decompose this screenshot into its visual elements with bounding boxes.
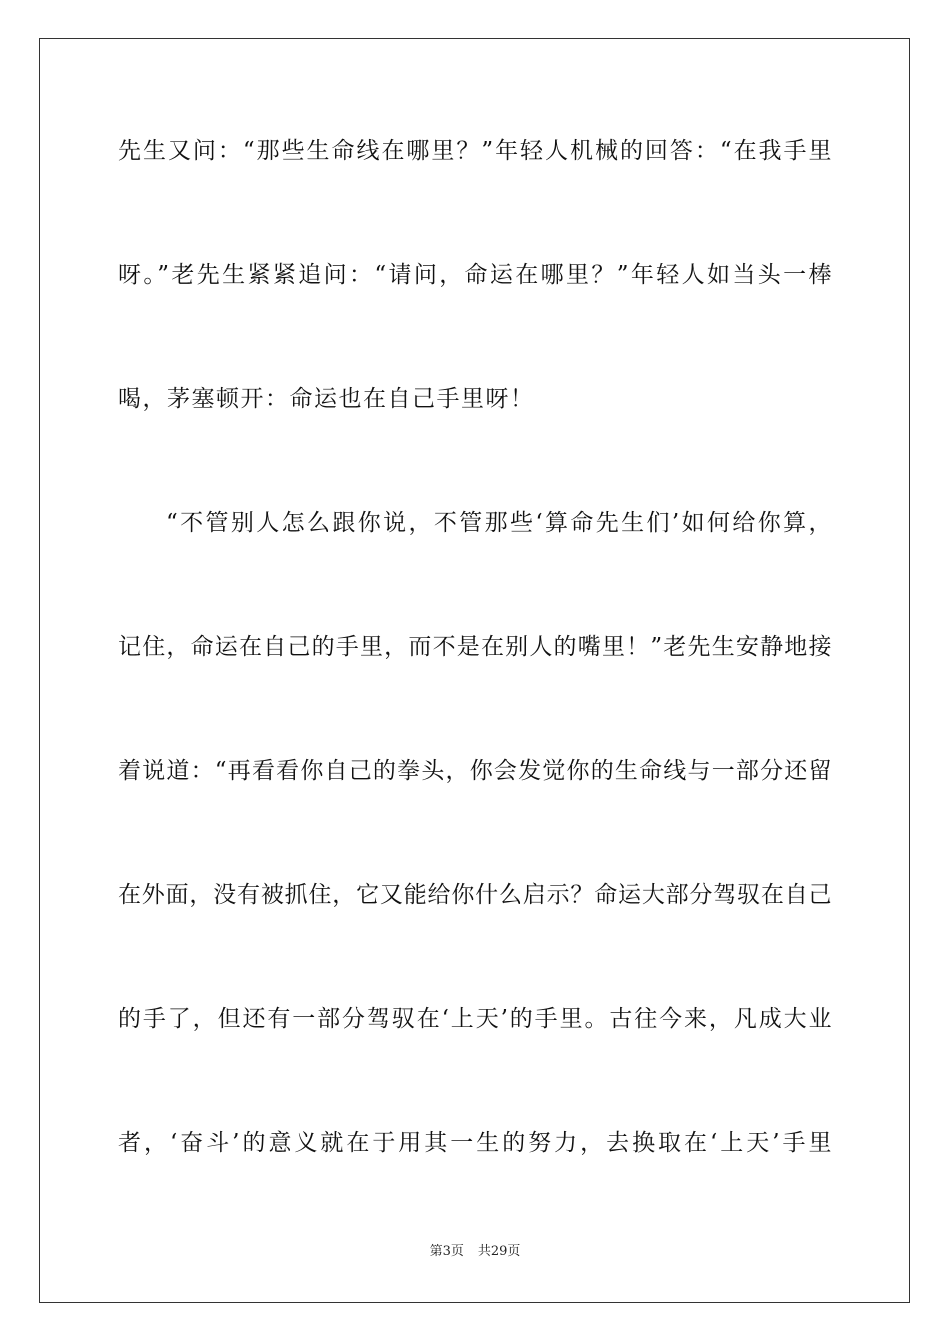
body-text-line: 记住，命运在自己的手里，而不是在别人的嘴里！”老先生安静地接 [118,634,832,660]
body-text-line: 呀。”老先生紧紧追问：“请问，命运在哪里？”年轻人如当头一棒 [118,262,832,288]
body-text-line: 者，‘奋斗’的意义就在于用其一生的努力，去换取在‘上天’手里 [118,1130,832,1156]
page-border [39,38,910,1303]
page-footer [0,1243,950,1261]
body-text-line-paragraph-start: “不管别人怎么跟你说，不管那些‘算命先生们’如何给你算， [166,510,832,536]
body-text-line: 先生又问：“那些生命线在哪里？”年轻人机械的回答：“在我手里 [118,138,832,164]
body-text-line: 在外面，没有被抓住，它又能给你什么启示？命运大部分驾驭在自己 [118,882,832,908]
page-number: 第3页 [429,1244,464,1259]
total-pages: 共29页 [477,1244,521,1259]
body-text-line: 着说道：“再看看你自己的拳头，你会发觉你的生命线与一部分还留 [118,758,832,784]
body-text-line: 的手了，但还有一部分驾驭在‘上天’的手里。古往今来，凡成大业 [118,1006,832,1032]
body-text-line: 喝，茅塞顿开：命运也在自己手里呀！ [118,386,535,412]
